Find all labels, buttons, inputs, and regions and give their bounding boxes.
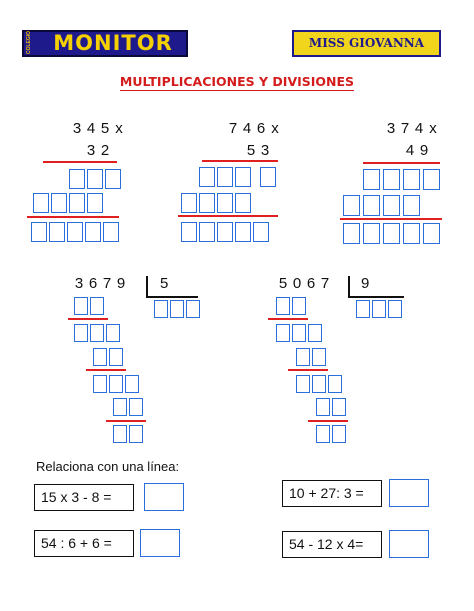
div1-step-box[interactable]: [129, 398, 143, 416]
mult2-answer-box[interactable]: [199, 193, 215, 213]
mult1-answer-box[interactable]: [69, 193, 85, 213]
div2-step-box[interactable]: [312, 375, 326, 393]
div1-step-box[interactable]: [109, 348, 123, 366]
mult2-top: 7 4 6 x: [228, 120, 279, 137]
div2-bracket-vertical: [348, 276, 350, 297]
div1-step-line: [68, 318, 108, 320]
div2-step-line: [308, 420, 348, 422]
mult2-answer-box[interactable]: [199, 167, 215, 187]
equation-box: 54 : 6 + 6 =: [34, 530, 134, 557]
mult2-answer-box[interactable]: [235, 222, 251, 242]
div2-step-box[interactable]: [332, 398, 346, 416]
mult2-line2: [178, 215, 278, 217]
mult3-bottom: 4 9: [405, 142, 429, 159]
mult1-answer-box[interactable]: [67, 222, 83, 242]
mult3-answer-box[interactable]: [423, 169, 440, 190]
div2-step-box[interactable]: [296, 348, 310, 366]
div2-dividend: 5 0 6 7: [278, 275, 330, 292]
div2-step-box[interactable]: [276, 324, 290, 342]
mult3-answer-box[interactable]: [383, 195, 400, 216]
equation-box: 54 - 12 x 4=: [282, 531, 382, 558]
equation-box: 10 + 27: 3 =: [282, 480, 382, 507]
div1-step-box[interactable]: [113, 398, 127, 416]
div1-quotient-box[interactable]: [186, 300, 200, 318]
div1-step-box[interactable]: [129, 425, 143, 443]
div1-step-box[interactable]: [125, 375, 139, 393]
mult1-answer-box[interactable]: [69, 169, 85, 189]
div2-step-box[interactable]: [276, 297, 290, 315]
mult1-answer-box[interactable]: [49, 222, 65, 242]
mult2-answer-box[interactable]: [199, 222, 215, 242]
mult2-answer-box[interactable]: [217, 167, 233, 187]
mult2-answer-box[interactable]: [235, 193, 251, 213]
div1-step-box[interactable]: [74, 324, 88, 342]
div2-step-box[interactable]: [312, 348, 326, 366]
div2-step-box[interactable]: [332, 425, 346, 443]
mult3-answer-box[interactable]: [343, 195, 360, 216]
div1-step-box[interactable]: [106, 324, 120, 342]
mult2-answer-box[interactable]: [181, 193, 197, 213]
teacher-badge: MISS GIOVANNA: [292, 30, 441, 57]
mult3-answer-box[interactable]: [383, 223, 400, 244]
mult1-answer-box[interactable]: [105, 169, 121, 189]
mult3-line1: [363, 162, 440, 164]
mult1-line1: [43, 161, 117, 163]
div2-step-box[interactable]: [316, 425, 330, 443]
mult1-bottom: 3 2: [86, 142, 110, 159]
div1-divisor: 5: [160, 275, 169, 292]
mult1-answer-box[interactable]: [85, 222, 101, 242]
mult2-line1: [202, 160, 278, 162]
mult1-line2: [27, 216, 119, 218]
mult2-answer-box[interactable]: [235, 167, 251, 187]
mult3-top: 3 7 4 x: [386, 120, 437, 137]
mult1-answer-box[interactable]: [33, 193, 49, 213]
mult2-answer-box[interactable]: [217, 193, 233, 213]
mult3-answer-box[interactable]: [423, 223, 440, 244]
mult3-answer-box[interactable]: [403, 195, 420, 216]
mult3-answer-box[interactable]: [383, 169, 400, 190]
answer-box[interactable]: [140, 529, 180, 557]
relate-instruction: Relaciona con una línea:: [36, 459, 180, 474]
mult2-bottom: 5 3: [246, 142, 270, 159]
div1-step-box[interactable]: [113, 425, 127, 443]
div2-quotient-box[interactable]: [372, 300, 386, 318]
mult2-answer-box[interactable]: [217, 222, 233, 242]
mult1-answer-box[interactable]: [51, 193, 67, 213]
logo-text: MONITOR: [53, 31, 173, 55]
answer-box[interactable]: [389, 530, 429, 558]
mult2-answer-box[interactable]: [181, 222, 197, 242]
mult3-answer-box[interactable]: [403, 169, 420, 190]
page-title: MULTIPLICACIONES Y DIVISIONES: [119, 74, 355, 89]
mult3-answer-box[interactable]: [363, 195, 380, 216]
div2-step-line: [288, 369, 328, 371]
div2-step-box[interactable]: [316, 398, 330, 416]
div1-quotient-box[interactable]: [154, 300, 168, 318]
div2-step-box[interactable]: [308, 324, 322, 342]
div1-step-box[interactable]: [90, 324, 104, 342]
div2-bracket-horizontal: [348, 296, 404, 298]
div1-bracket-horizontal: [146, 296, 198, 298]
mult3-answer-box[interactable]: [363, 223, 380, 244]
equation-box: 15 x 3 - 8 =: [34, 484, 134, 511]
div1-step-line: [106, 420, 146, 422]
mult1-answer-box[interactable]: [103, 222, 119, 242]
div1-step-box[interactable]: [109, 375, 123, 393]
answer-box[interactable]: [144, 483, 184, 511]
mult1-top: 3 4 5 x: [72, 120, 123, 137]
div2-quotient-box[interactable]: [356, 300, 370, 318]
div2-step-box[interactable]: [328, 375, 342, 393]
div1-step-line: [86, 369, 126, 371]
mult2-answer-box[interactable]: [260, 167, 276, 187]
div1-step-box[interactable]: [93, 375, 107, 393]
div2-step-box[interactable]: [296, 375, 310, 393]
mult1-answer-box[interactable]: [87, 169, 103, 189]
mult3-answer-box[interactable]: [343, 223, 360, 244]
div2-divisor: 9: [361, 275, 370, 292]
monitor-logo: [22, 30, 188, 57]
div1-bracket-vertical: [146, 276, 148, 297]
div1-step-box[interactable]: [74, 297, 88, 315]
answer-box[interactable]: [389, 479, 429, 507]
mult2-answer-box[interactable]: [253, 222, 269, 242]
div2-quotient-box[interactable]: [388, 300, 402, 318]
div1-step-box[interactable]: [93, 348, 107, 366]
div2-step-box[interactable]: [292, 324, 306, 342]
div1-quotient-box[interactable]: [170, 300, 184, 318]
div2-step-box[interactable]: [292, 297, 306, 315]
mult3-answer-box[interactable]: [363, 169, 380, 190]
logo-small-text: COLEGIO: [26, 30, 32, 54]
mult3-answer-box[interactable]: [403, 223, 420, 244]
div1-dividend: 3 6 7 9: [74, 275, 126, 292]
div1-step-box[interactable]: [90, 297, 104, 315]
div2-step-line: [268, 318, 308, 320]
mult3-line2: [340, 218, 442, 220]
mult1-answer-box[interactable]: [31, 222, 47, 242]
mult1-answer-box[interactable]: [87, 193, 103, 213]
